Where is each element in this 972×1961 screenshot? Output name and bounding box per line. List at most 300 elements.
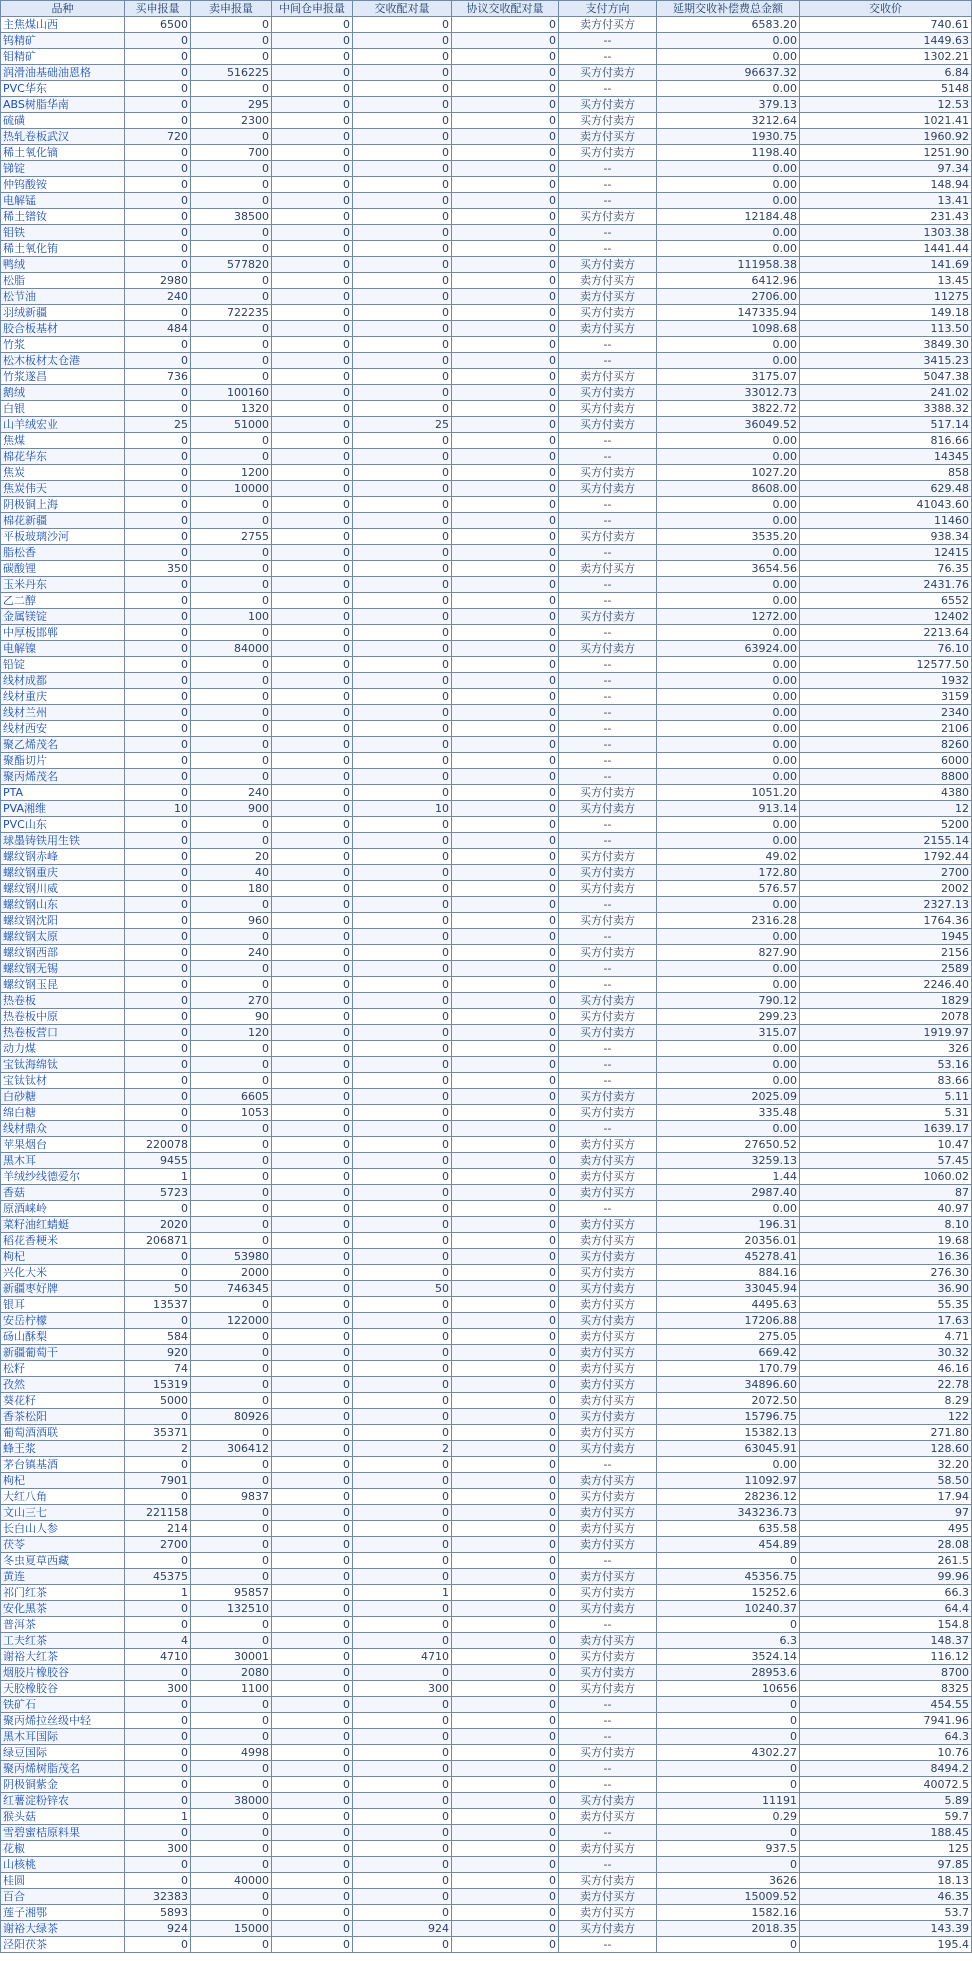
cell-agreement-matched: 0 <box>452 1025 559 1041</box>
cell-sell-declared: 0 <box>191 1697 272 1713</box>
variety-link[interactable]: 中厚板邯郸 <box>1 625 125 641</box>
variety-link[interactable]: 铅锭 <box>1 657 125 673</box>
cell-payment-direction: 卖方付买方 <box>559 1137 657 1153</box>
variety-link[interactable]: 聚丙烯拉丝级中轻 <box>1 1713 125 1729</box>
cell-payment-direction: 卖方付买方 <box>559 1233 657 1249</box>
cell-sell-declared: 0 <box>191 817 272 833</box>
table-row <box>1 1601 972 1617</box>
cell-sell-declared: 0 <box>191 1889 272 1905</box>
variety-link[interactable]: 菜籽油红蜻蜓 <box>1 1217 125 1233</box>
variety-link[interactable]: 稻花香粳米 <box>1 1233 125 1249</box>
cell-buy-declared: 0 <box>125 753 191 769</box>
variety-link[interactable]: PVA湘维 <box>1 801 125 817</box>
cell-delivery-matched: 0 <box>353 897 452 913</box>
cell-delivery-matched: 0 <box>353 1745 452 1761</box>
variety-link[interactable]: 硫磺 <box>1 113 125 129</box>
cell-sell-declared: 0 <box>191 625 272 641</box>
cell-middle-warehouse: 0 <box>272 1457 353 1473</box>
variety-link[interactable]: 螺纹钢沈阳 <box>1 913 125 929</box>
variety-link[interactable]: 棉花新疆 <box>1 513 125 529</box>
variety-link[interactable]: 新疆枣好牌 <box>1 1281 125 1297</box>
cell-payment-direction: -- <box>559 657 657 673</box>
variety-link[interactable]: 猴头菇 <box>1 1809 125 1825</box>
variety-link[interactable]: 长白山人参 <box>1 1521 125 1537</box>
cell-sell-declared: 0 <box>191 1569 272 1585</box>
table-row <box>1 881 972 897</box>
cell-agreement-matched: 0 <box>452 529 559 545</box>
variety-link[interactable]: 大红八角 <box>1 1489 125 1505</box>
variety-link[interactable]: 宝钛钛材 <box>1 1073 125 1089</box>
table-row <box>1 1265 972 1281</box>
cell-delivery-matched: 0 <box>353 513 452 529</box>
variety-link[interactable]: 平板玻璃沙河 <box>1 529 125 545</box>
cell-delivery-price: 32.20 <box>800 1457 972 1473</box>
variety-link[interactable]: 螺纹钢重庆 <box>1 865 125 881</box>
cell-payment-direction: 卖方付买方 <box>559 1537 657 1553</box>
cell-sell-declared: 0 <box>191 1857 272 1873</box>
variety-link[interactable]: 乙二醇 <box>1 593 125 609</box>
variety-link[interactable]: 热卷板中原 <box>1 1009 125 1025</box>
cell-delivery-price: 1960.92 <box>800 129 972 145</box>
variety-link[interactable]: 百合 <box>1 1889 125 1905</box>
variety-link[interactable]: 枸杞 <box>1 1473 125 1489</box>
cell-delivery-matched: 0 <box>353 929 452 945</box>
cell-delivery-price: 97.34 <box>800 161 972 177</box>
cell-middle-warehouse: 0 <box>272 1441 353 1457</box>
variety-link[interactable]: 钨精矿 <box>1 33 125 49</box>
cell-delivery-matched: 0 <box>353 193 452 209</box>
cell-agreement-matched: 0 <box>452 1505 559 1521</box>
cell-delivery-price: 76.35 <box>800 561 972 577</box>
variety-link[interactable]: 黑木耳国际 <box>1 1729 125 1745</box>
cell-buy-declared: 0 <box>125 1793 191 1809</box>
cell-payment-direction: 买方付卖方 <box>559 1313 657 1329</box>
cell-agreement-matched: 0 <box>452 1249 559 1265</box>
variety-link[interactable]: 新疆葡萄干 <box>1 1345 125 1361</box>
variety-link[interactable]: 胶合板基材 <box>1 321 125 337</box>
cell-payment-direction: 卖方付买方 <box>559 1217 657 1233</box>
cell-middle-warehouse: 0 <box>272 289 353 305</box>
cell-buy-declared: 736 <box>125 369 191 385</box>
cell-sell-declared: 240 <box>191 945 272 961</box>
variety-link[interactable]: PVC山东 <box>1 817 125 833</box>
cell-middle-warehouse: 0 <box>272 385 353 401</box>
cell-agreement-matched: 0 <box>452 1873 559 1889</box>
cell-payment-direction: -- <box>559 977 657 993</box>
variety-link[interactable]: 砀山酥梨 <box>1 1329 125 1345</box>
table-row <box>1 1409 972 1425</box>
variety-link[interactable]: 普洱茶 <box>1 1617 125 1633</box>
cell-delivery-matched: 0 <box>353 1857 452 1873</box>
cell-buy-declared: 0 <box>125 737 191 753</box>
table-row <box>1 737 972 753</box>
variety-link[interactable]: 桂圆 <box>1 1873 125 1889</box>
cell-agreement-matched: 0 <box>452 1169 559 1185</box>
variety-link[interactable]: 银耳 <box>1 1297 125 1313</box>
cell-sell-declared: 0 <box>191 1553 272 1569</box>
cell-deferred-compensation: 34896.60 <box>657 1377 800 1393</box>
cell-delivery-matched: 0 <box>353 369 452 385</box>
cell-sell-declared: 2755 <box>191 529 272 545</box>
variety-link[interactable]: 热卷板营口 <box>1 1025 125 1041</box>
cell-sell-declared: 0 <box>191 1297 272 1313</box>
cell-delivery-matched: 0 <box>353 1841 452 1857</box>
variety-link[interactable]: 松脂 <box>1 273 125 289</box>
cell-buy-declared: 0 <box>125 97 191 113</box>
cell-deferred-compensation: 2018.35 <box>657 1921 800 1937</box>
cell-agreement-matched: 0 <box>452 929 559 945</box>
variety-link[interactable]: 冬虫夏草西藏 <box>1 1553 125 1569</box>
variety-link[interactable]: 雪碧蜜桔原料果 <box>1 1825 125 1841</box>
cell-buy-declared: 0 <box>125 1073 191 1089</box>
cell-middle-warehouse: 0 <box>272 1073 353 1089</box>
cell-payment-direction: 卖方付买方 <box>559 1377 657 1393</box>
cell-payment-direction: -- <box>559 625 657 641</box>
variety-link[interactable]: 钼铁 <box>1 225 125 241</box>
cell-delivery-matched: 0 <box>353 545 452 561</box>
variety-link[interactable]: 聚酯切片 <box>1 753 125 769</box>
variety-link[interactable]: 线材西安 <box>1 721 125 737</box>
cell-middle-warehouse: 0 <box>272 673 353 689</box>
variety-link[interactable]: 线材鼎众 <box>1 1121 125 1137</box>
table-row <box>1 1457 972 1473</box>
variety-link[interactable]: 白银 <box>1 401 125 417</box>
cell-delivery-matched: 0 <box>353 97 452 113</box>
cell-middle-warehouse: 0 <box>272 1537 353 1553</box>
variety-link[interactable]: 文山三七 <box>1 1505 125 1521</box>
variety-link[interactable]: 山核桃 <box>1 1857 125 1873</box>
variety-link[interactable]: PTA <box>1 785 125 801</box>
cell-middle-warehouse: 0 <box>272 241 353 257</box>
cell-sell-declared: 38000 <box>191 1793 272 1809</box>
variety-link[interactable]: 莲子湘鄂 <box>1 1905 125 1921</box>
variety-link[interactable]: 聚丙烯茂名 <box>1 769 125 785</box>
variety-link[interactable]: 安岳柠檬 <box>1 1313 125 1329</box>
cell-sell-declared: 0 <box>191 1761 272 1777</box>
variety-link[interactable]: 球墨铸铁用生铁 <box>1 833 125 849</box>
variety-link[interactable]: 蜂王浆 <box>1 1441 125 1457</box>
cell-middle-warehouse: 0 <box>272 97 353 113</box>
variety-link[interactable]: 螺纹钢赤峰 <box>1 849 125 865</box>
table-row <box>1 1681 972 1697</box>
variety-link[interactable]: 锑锭 <box>1 161 125 177</box>
cell-payment-direction: 卖方付买方 <box>559 1521 657 1537</box>
variety-link[interactable]: 谢裕大红茶 <box>1 1649 125 1665</box>
col-header-buy-declared: 买申报量 <box>125 1 191 17</box>
cell-delivery-price: 2340 <box>800 705 972 721</box>
variety-link[interactable]: 黑木耳 <box>1 1153 125 1169</box>
cell-middle-warehouse: 0 <box>272 1297 353 1313</box>
variety-link[interactable]: 天胶橡胶谷 <box>1 1681 125 1697</box>
variety-link[interactable]: 原酒崃岭 <box>1 1201 125 1217</box>
cell-delivery-price: 10.47 <box>800 1137 972 1153</box>
cell-deferred-compensation: 27650.52 <box>657 1137 800 1153</box>
cell-middle-warehouse: 0 <box>272 945 353 961</box>
cell-payment-direction: 卖方付买方 <box>559 1185 657 1201</box>
cell-delivery-matched: 0 <box>353 1233 452 1249</box>
cell-middle-warehouse: 0 <box>272 1793 353 1809</box>
cell-delivery-matched: 4710 <box>353 1649 452 1665</box>
cell-agreement-matched: 0 <box>452 689 559 705</box>
cell-sell-declared: 0 <box>191 673 272 689</box>
cell-agreement-matched: 0 <box>452 993 559 1009</box>
cell-middle-warehouse: 0 <box>272 1009 353 1025</box>
cell-payment-direction: -- <box>559 449 657 465</box>
variety-link[interactable]: 绵白糖 <box>1 1105 125 1121</box>
cell-middle-warehouse: 0 <box>272 209 353 225</box>
variety-link[interactable]: 螺纹钢无锡 <box>1 961 125 977</box>
variety-link[interactable]: 竹浆遂昌 <box>1 369 125 385</box>
variety-link[interactable]: 鸭绒 <box>1 257 125 273</box>
variety-link[interactable]: 电解锰 <box>1 193 125 209</box>
table-row <box>1 513 972 529</box>
variety-link[interactable]: 聚乙烯茂名 <box>1 737 125 753</box>
cell-sell-declared: 0 <box>191 1505 272 1521</box>
variety-link[interactable]: 螺纹钢玉昆 <box>1 977 125 993</box>
cell-deferred-compensation: 11191 <box>657 1793 800 1809</box>
cell-delivery-matched: 0 <box>353 1569 452 1585</box>
cell-delivery-matched: 10 <box>353 801 452 817</box>
cell-delivery-matched: 0 <box>353 1713 452 1729</box>
variety-link[interactable]: 竹浆 <box>1 337 125 353</box>
variety-link[interactable]: 工夫红茶 <box>1 1633 125 1649</box>
cell-middle-warehouse: 0 <box>272 1937 353 1953</box>
variety-link[interactable]: 黄连 <box>1 1569 125 1585</box>
variety-link[interactable]: 主焦煤山西 <box>1 17 125 33</box>
cell-deferred-compensation: 0.00 <box>657 817 800 833</box>
variety-link[interactable]: 阴极铜上海 <box>1 497 125 513</box>
table-row <box>1 1201 972 1217</box>
cell-deferred-compensation: 790.12 <box>657 993 800 1009</box>
variety-link[interactable]: 红薯淀粉锌农 <box>1 1793 125 1809</box>
cell-payment-direction: 卖方付买方 <box>559 1169 657 1185</box>
cell-sell-declared: 960 <box>191 913 272 929</box>
cell-agreement-matched: 0 <box>452 1569 559 1585</box>
table-row <box>1 929 972 945</box>
variety-link[interactable]: 玉米丹东 <box>1 577 125 593</box>
variety-link[interactable]: 螺纹钢山东 <box>1 897 125 913</box>
variety-link[interactable]: 焦炭 <box>1 465 125 481</box>
variety-link[interactable]: 热卷板 <box>1 993 125 1009</box>
variety-link[interactable]: 茅台镇基酒 <box>1 1457 125 1473</box>
cell-sell-declared: 30001 <box>191 1649 272 1665</box>
cell-delivery-price: 276.30 <box>800 1265 972 1281</box>
table-row <box>1 33 972 49</box>
cell-deferred-compensation: 45278.41 <box>657 1249 800 1265</box>
cell-middle-warehouse: 0 <box>272 1041 353 1057</box>
cell-buy-declared: 4710 <box>125 1649 191 1665</box>
cell-delivery-price: 128.60 <box>800 1441 972 1457</box>
table-row <box>1 753 972 769</box>
cell-payment-direction: 买方付卖方 <box>559 849 657 865</box>
variety-link[interactable]: 孜然 <box>1 1377 125 1393</box>
variety-link[interactable]: 泾阳茯茶 <box>1 1937 125 1953</box>
variety-link[interactable]: 聚丙烯树脂茂名 <box>1 1761 125 1777</box>
cell-delivery-price: 4380 <box>800 785 972 801</box>
variety-link[interactable]: 焦炭伟天 <box>1 481 125 497</box>
cell-buy-declared: 484 <box>125 321 191 337</box>
cell-agreement-matched: 0 <box>452 497 559 513</box>
cell-payment-direction: -- <box>559 673 657 689</box>
table-row <box>1 305 972 321</box>
variety-link[interactable]: 线材成都 <box>1 673 125 689</box>
variety-link[interactable]: 松籽 <box>1 1361 125 1377</box>
variety-link[interactable]: 松节油 <box>1 289 125 305</box>
cell-sell-declared: 0 <box>191 1073 272 1089</box>
variety-link[interactable]: 鹅绒 <box>1 385 125 401</box>
variety-link[interactable]: 钼精矿 <box>1 49 125 65</box>
cell-agreement-matched: 0 <box>452 1297 559 1313</box>
variety-link[interactable]: 香茶松阳 <box>1 1409 125 1425</box>
variety-link[interactable]: 烟胶片橡胶谷 <box>1 1665 125 1681</box>
cell-payment-direction: 买方付卖方 <box>559 1025 657 1041</box>
cell-middle-warehouse: 0 <box>272 1921 353 1937</box>
variety-link[interactable]: 脂松香 <box>1 545 125 561</box>
variety-link[interactable]: 苹果烟台 <box>1 1137 125 1153</box>
cell-delivery-matched: 0 <box>353 1905 452 1921</box>
cell-middle-warehouse: 0 <box>272 1153 353 1169</box>
cell-deferred-compensation: 0.29 <box>657 1809 800 1825</box>
table-row <box>1 801 972 817</box>
cell-sell-declared: 0 <box>191 1121 272 1137</box>
variety-link[interactable]: 线材兰州 <box>1 705 125 721</box>
variety-link[interactable]: 螺纹钢西部 <box>1 945 125 961</box>
variety-link[interactable]: 葵花籽 <box>1 1393 125 1409</box>
cell-payment-direction: 买方付卖方 <box>559 417 657 433</box>
table-row <box>1 689 972 705</box>
cell-sell-declared: 0 <box>191 225 272 241</box>
cell-delivery-price: 1441.44 <box>800 241 972 257</box>
cell-delivery-matched: 0 <box>353 673 452 689</box>
cell-buy-declared: 50 <box>125 1281 191 1297</box>
cell-payment-direction: 卖方付买方 <box>559 321 657 337</box>
cell-delivery-price: 18.13 <box>800 1873 972 1889</box>
cell-deferred-compensation: 0.00 <box>657 241 800 257</box>
variety-link[interactable]: PVC华东 <box>1 81 125 97</box>
variety-link[interactable]: 花椒 <box>1 1841 125 1857</box>
cell-delivery-price: 53.7 <box>800 1905 972 1921</box>
cell-payment-direction: 买方付卖方 <box>559 1873 657 1889</box>
variety-link[interactable]: 兴化大米 <box>1 1265 125 1281</box>
cell-payment-direction: 买方付卖方 <box>559 641 657 657</box>
cell-middle-warehouse: 0 <box>272 1265 353 1281</box>
cell-payment-direction: 卖方付买方 <box>559 1345 657 1361</box>
variety-link[interactable]: 宝钛海绵钛 <box>1 1057 125 1073</box>
cell-sell-declared: 120 <box>191 1025 272 1041</box>
cell-payment-direction: 买方付卖方 <box>559 1281 657 1297</box>
variety-link[interactable]: 祁门红茶 <box>1 1585 125 1601</box>
cell-agreement-matched: 0 <box>452 817 559 833</box>
cell-delivery-matched: 0 <box>353 1761 452 1777</box>
variety-link[interactable]: 仲钨酸铵 <box>1 177 125 193</box>
col-header-delivery-matched: 交收配对量 <box>353 1 452 17</box>
variety-link[interactable]: 热轧卷板武汉 <box>1 129 125 145</box>
variety-link[interactable]: 白砂糖 <box>1 1089 125 1105</box>
cell-buy-declared: 0 <box>125 1105 191 1121</box>
variety-link[interactable]: 稀土氧化镝 <box>1 145 125 161</box>
variety-link[interactable]: 稀土氧化铕 <box>1 241 125 257</box>
variety-link[interactable]: 安化黑茶 <box>1 1601 125 1617</box>
cell-delivery-matched: 25 <box>353 417 452 433</box>
variety-link[interactable]: 稀土镨钕 <box>1 209 125 225</box>
cell-agreement-matched: 0 <box>452 1265 559 1281</box>
cell-delivery-price: 1303.38 <box>800 225 972 241</box>
variety-link[interactable]: 螺纹钢川威 <box>1 881 125 897</box>
variety-link[interactable]: 绿豆国际 <box>1 1745 125 1761</box>
cell-delivery-matched: 0 <box>353 177 452 193</box>
variety-link[interactable]: 润滑油基础油恩格 <box>1 65 125 81</box>
table-body <box>1 17 972 1953</box>
variety-link[interactable]: 松木板材太仓港 <box>1 353 125 369</box>
variety-link[interactable]: 谢裕大绿茶 <box>1 1921 125 1937</box>
cell-middle-warehouse: 0 <box>272 1425 353 1441</box>
cell-deferred-compensation: 0 <box>657 1777 800 1793</box>
cell-delivery-price: 17.63 <box>800 1313 972 1329</box>
table-row <box>1 1841 972 1857</box>
cell-sell-declared: 0 <box>191 1185 272 1201</box>
variety-link[interactable]: 螺纹钢太原 <box>1 929 125 945</box>
variety-link[interactable]: 电解镍 <box>1 641 125 657</box>
cell-delivery-price: 1021.41 <box>800 113 972 129</box>
variety-link[interactable]: 羽绒新疆 <box>1 305 125 321</box>
variety-link[interactable]: 棉花华东 <box>1 449 125 465</box>
variety-link[interactable]: 茯苓 <box>1 1537 125 1553</box>
cell-payment-direction: -- <box>559 497 657 513</box>
variety-link[interactable]: 金属镁锭 <box>1 609 125 625</box>
cell-delivery-matched: 0 <box>353 1793 452 1809</box>
variety-link[interactable]: 羊绒纱线德爱尔 <box>1 1169 125 1185</box>
cell-payment-direction: 卖方付买方 <box>559 1361 657 1377</box>
cell-buy-declared: 0 <box>125 1409 191 1425</box>
variety-link[interactable]: ABS树脂华南 <box>1 97 125 113</box>
table-row <box>1 769 972 785</box>
cell-payment-direction: -- <box>559 353 657 369</box>
table-row <box>1 497 972 513</box>
variety-link[interactable]: 阴极铜紫金 <box>1 1777 125 1793</box>
variety-link[interactable]: 葡萄酒酒联 <box>1 1425 125 1441</box>
cell-deferred-compensation: 0.00 <box>657 593 800 609</box>
variety-link[interactable]: 枸杞 <box>1 1249 125 1265</box>
cell-agreement-matched: 0 <box>452 353 559 369</box>
variety-link[interactable]: 焦煤 <box>1 433 125 449</box>
cell-buy-declared: 5893 <box>125 1905 191 1921</box>
cell-buy-declared: 220078 <box>125 1137 191 1153</box>
cell-delivery-matched: 0 <box>353 689 452 705</box>
cell-agreement-matched: 0 <box>452 1201 559 1217</box>
cell-agreement-matched: 0 <box>452 1073 559 1089</box>
variety-link[interactable]: 香菇 <box>1 1185 125 1201</box>
cell-payment-direction: -- <box>559 769 657 785</box>
cell-agreement-matched: 0 <box>452 577 559 593</box>
cell-buy-declared: 0 <box>125 945 191 961</box>
cell-delivery-price: 10.76 <box>800 1745 972 1761</box>
variety-link[interactable]: 铁矿石 <box>1 1697 125 1713</box>
cell-sell-declared: 306412 <box>191 1441 272 1457</box>
cell-middle-warehouse: 0 <box>272 769 353 785</box>
cell-buy-declared: 10 <box>125 801 191 817</box>
variety-link[interactable]: 动力煤 <box>1 1041 125 1057</box>
cell-deferred-compensation: 335.48 <box>657 1105 800 1121</box>
variety-link[interactable]: 山羊绒宏业 <box>1 417 125 433</box>
variety-link[interactable]: 线材重庆 <box>1 689 125 705</box>
cell-buy-declared: 0 <box>125 881 191 897</box>
variety-link[interactable]: 碳酸锂 <box>1 561 125 577</box>
cell-buy-declared: 0 <box>125 961 191 977</box>
cell-sell-declared: 746345 <box>191 1281 272 1297</box>
cell-deferred-compensation: 0.00 <box>657 1073 800 1089</box>
cell-delivery-price: 1932 <box>800 673 972 689</box>
cell-sell-declared: 900 <box>191 801 272 817</box>
